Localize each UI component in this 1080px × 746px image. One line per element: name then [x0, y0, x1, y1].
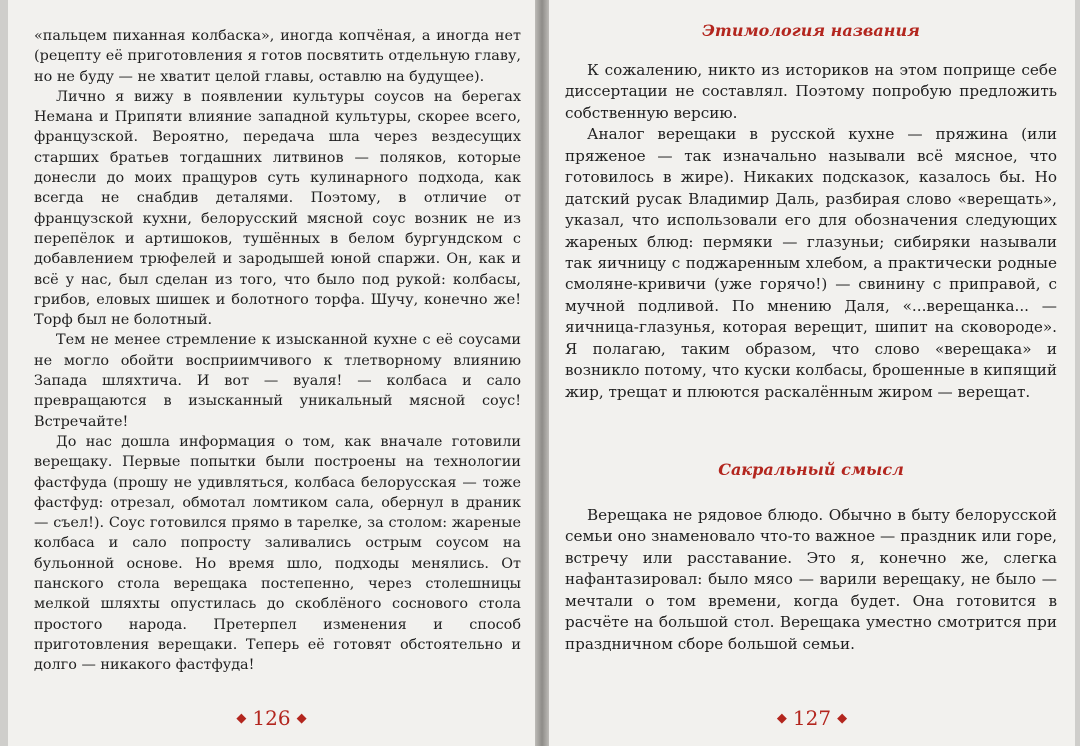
page-number	[8, 706, 535, 730]
paragraph: «пальцем пиханная колбаска», иногда копчёная, а иногда нет (рецепту её приготовления я готов посвятить отдельную главу, но не буду — не хватит целой главы, оставлю на будущее).	[34, 28, 521, 85]
paragraph: Тем не менее стремление к изысканной кухне с её соусами не могло обойти восприимчивого к тлетворному влиянию Запада шляхтича. И вот — вуаля! — колбаса и сало превращаются в изысканный уникальный мясной соус! Встречайте!	[34, 332, 521, 430]
page-number-value: 127	[792, 706, 832, 730]
section-heading: Этимология названия	[702, 21, 920, 40]
diamond-ornament-icon: ◆	[837, 711, 848, 726]
right-page	[549, 0, 1075, 746]
paragraph: До нас дошла информация о том, как вначале готовили верещаку. Первые попытки были построены на технологии фастфуда (прошу не удивляться, колбаса белорусская — тоже фастфуд: отрезал, обмотал ломтиком сала, обернул в драник — съел!). Соус готовился прямо в тарелке, за столом: жареные колбаса и сало попросту заливались острым соусом на бульонной основе. Но время шло, подходы менялись. От панского стола верещака постепенно, через столешницы мелкой шляхты опустилась до скоблёного соснового стола простого народа. Претерпел изменения и способ приготовления верещаки. Теперь её готовят обстоятельно и долго — никакого фастфуда!	[34, 433, 521, 674]
diamond-ornament-icon: ◆	[236, 711, 247, 726]
paragraph: К сожалению, никто из историков на этом поприще себе диссертации не составлял. Поэтому попробую предложить собственную версию.	[565, 61, 1057, 122]
book-gutter	[535, 0, 549, 746]
section-heading: Сакральный смысл	[718, 460, 904, 479]
left-page	[8, 0, 535, 746]
diamond-ornament-icon: ◆	[296, 711, 307, 726]
page-number-value: 126	[252, 706, 291, 730]
page-number	[549, 706, 1075, 730]
diamond-ornament-icon: ◆	[776, 711, 787, 726]
paragraph: Лично я вижу в появлении культуры соусов на берегах Немана и Припяти влияние западной культуры, скорее всего, французской. Вероятно, передача шла через вездесущих старших братьев тогдашних литвинов — поляков, которые донесли до моих пращуров суть кулинарного подхода, как всегда не снабдив деталями. Поэтому, в отличие от французской кухни, белорусский мясной соус возник не из перепёлок и артишоков, тушённых в белом бургундском с добавлением трюфелей и зародышей юной спаржи. Он, как и всё у нас, был сделан из того, что было под рукой: колбасы, грибов, еловых шишек и болотного торфа. Шучу, конечно же! Торф был не болотный.	[34, 88, 521, 329]
paragraph: Аналог верещаки в русской кухне — пряжина (или пряженое — так изначально называли всё мясное, что готовилось в жире). Никаких подсказок, казалось бы. Но датский русак Владимир Даль, разбирая слово «верещать», указал, что использовали его для обозначения следующих жареных блюд: пермяки — глазуньи; сибиряки называли так яичницу с поджаренным хлебом, а практически родные смоляне-кривичи (уже горячо!) — свинину с приправой, с мучной подливой. По мнению Даля, «...верещанка... — яичница-глазунья, которая верещит, шипит на сковороде». Я полагаю, таким образом, что слово «верещака» и возникло потому, что куски колбасы, брошенные в кипящий жир, трещат и плюются раскалённым жиром — верещат.	[565, 125, 1057, 401]
paragraph: Верещака не рядовое блюдо. Обычно в быту белорусской семьи оно знаменовало что-то важное — праздник или горе, встречу или расставание. Это я, конечно же, слегка нафантазировал: было мясо — варили верещаку, не было — мечтали о том времени, когда будет. Она готовится в расчёте на большой стол. Верещака уместно смотрится при праздничном сборе большой семьи.	[565, 506, 1057, 653]
